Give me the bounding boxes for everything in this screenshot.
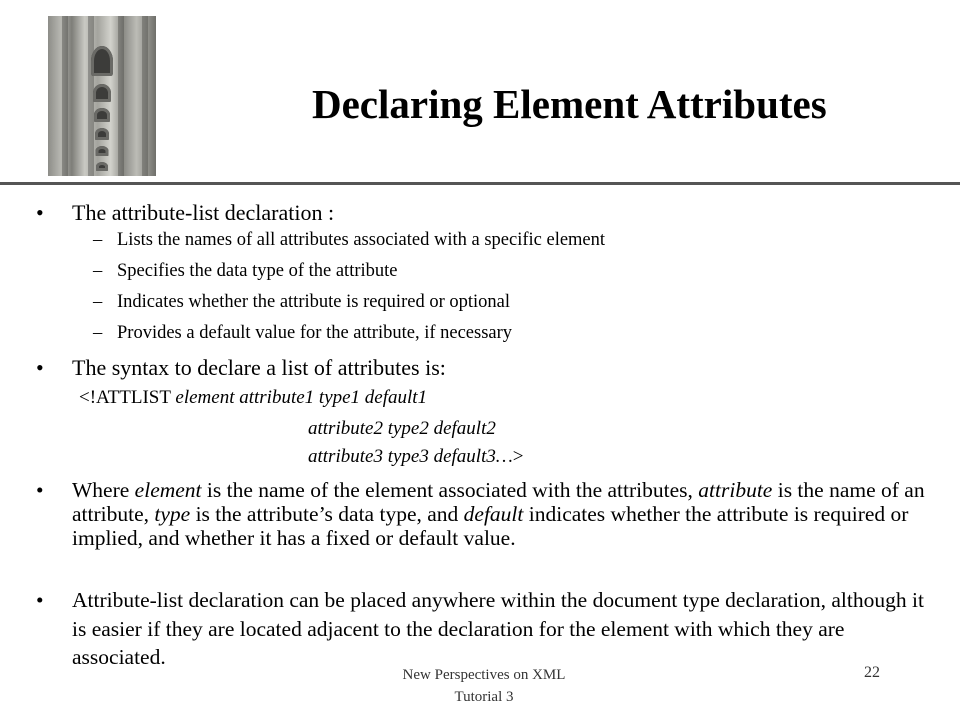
slide-footer: [374, 664, 594, 708]
bullet-attribute-list: • The attribute-list declaration :: [72, 200, 334, 226]
sub-bullet-2: – Specifies the data type of the attribute: [117, 261, 397, 282]
syntax-line-3-args: attribute3 type3 default3…: [308, 446, 513, 467]
syntax-line-1: [79, 387, 427, 409]
term-type: type: [154, 502, 191, 526]
bullet-placement: • Attribute-list declaration can be placed anywhere within the document type declaration, although it is easier if they are located adjacent to the declaration for the element with which they are associated.: [72, 586, 942, 672]
sub-bullet-3: – Indicates whether the attribute is required or optional: [117, 292, 510, 313]
syntax-keyword: <!ATTLIST: [79, 387, 176, 408]
sub-bullet-4: – Provides a default value for the attribute, if necessary: [117, 323, 512, 344]
syntax-line-2: attribute2 type2 default2: [308, 418, 496, 439]
title-divider: [0, 182, 960, 185]
syntax-close: >: [512, 446, 524, 467]
bullet-where-definition: • Where element is the name of the element associated with the attributes, attribute is the name of an attribute, type is the attribute’s data type, and default indicates whether the attribute is required or implied, and whether it has a fixed or default value.: [72, 478, 942, 550]
term-attribute: attribute: [698, 478, 773, 502]
slide-title: Declaring Element Attributes: [312, 81, 827, 127]
header-photo-bridge-tower: [48, 16, 156, 176]
term-default: default: [463, 502, 524, 526]
syntax-line-3: [308, 446, 523, 468]
footer-tutorial: Tutorial 3: [454, 689, 514, 705]
page-number: 22: [864, 664, 880, 681]
term-element: element: [134, 478, 202, 502]
sub-bullet-1: – Lists the names of all attributes associated with a specific element: [117, 230, 605, 251]
bullet-syntax: • The syntax to declare a list of attributes is:: [72, 355, 446, 381]
syntax-line-1-args: element attribute1 type1 default1: [175, 387, 428, 408]
footer-course: New Perspectives on XML: [402, 667, 566, 683]
